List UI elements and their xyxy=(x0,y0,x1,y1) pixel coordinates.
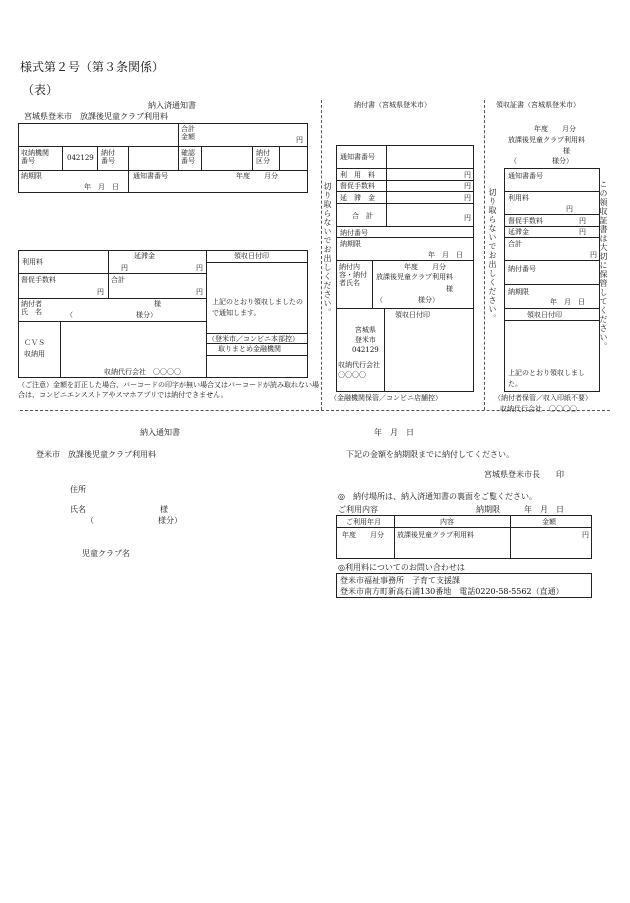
caution-text: （ご注意）金額を訂正した場合、バーコードの印字が無い場合又はバーコードが読み取れない場合は、コンビニエンスストアやスマホアプリでは納付できません。 xyxy=(18,381,319,399)
nofusho-footer: （金融機関保管／コンビニ店舗控） xyxy=(330,394,442,402)
nyunyu-issuer: 宮城県登米市 放課後児童クラブ利用料 xyxy=(24,112,168,121)
ryoushusho-entaikin-yen: 円 xyxy=(579,228,586,236)
nofusho-entaikin: 延 滞 金 xyxy=(340,194,375,202)
lower-shimei: 氏名 xyxy=(70,505,86,514)
ryoushusho-sama: 様 xyxy=(563,147,570,155)
ryoushusho-goukei-yen: 円 xyxy=(590,251,597,259)
usage-row-month: 年度 月分 xyxy=(342,531,384,539)
nyunyu-title: 納入済通知書 xyxy=(148,101,196,110)
nofusho-naiyou-label: 納付内 容・納付 者氏名 xyxy=(339,263,367,287)
ryoushusho-keep-note: この領収証書は大切に保管してください。 xyxy=(599,180,608,351)
ryoushusho-tsuchisho: 通知書番号 xyxy=(508,172,543,180)
cut-text-2: 切り取らないでお出しください。 xyxy=(488,188,497,323)
ryoushusho-nouki: 納期限 xyxy=(508,288,529,296)
usage-row-amount: 円 xyxy=(582,531,589,539)
goukei-lower-yen: 円 xyxy=(196,288,203,296)
ryoushusho-tokusoku-yen: 円 xyxy=(579,217,586,225)
contact-line1: 登米市福祉事務所 子育て支援課 xyxy=(340,576,460,585)
nendo-tsuki: 年度 月分 xyxy=(236,172,278,180)
lower-title: 納入通知書 xyxy=(140,428,180,437)
ryoushusho-entaikin: 延滞金 xyxy=(508,228,529,236)
lower-sama-bun: （ 様分） xyxy=(86,516,182,525)
nofusho-nofu-bangou: 納付番号 xyxy=(340,229,368,237)
nofu-kubun-label: 納付 区分 xyxy=(256,149,270,165)
entaikin-yen: 円 xyxy=(196,264,203,272)
lower-sama: 様 xyxy=(160,505,168,514)
nofusho-goukei-yen: 円 xyxy=(464,214,471,222)
ryoushusho-riyouryou: 利用料 xyxy=(508,194,529,202)
nouki-label: 納期限 xyxy=(21,172,42,180)
ryoushusho-riyouryou-yen: 円 xyxy=(566,205,573,213)
lower-jidou: 児童クラブ名 xyxy=(82,549,130,558)
riyouryou-label: 利用料 xyxy=(22,258,43,266)
ryoushusho-ryoushu-hizuke: 領収日付印 xyxy=(527,311,562,319)
lower-shichou: 宮城県登米市長 印 xyxy=(484,470,564,479)
nyunyu-daikou: 収納代行会社 〇〇〇〇 xyxy=(104,368,181,376)
lower-tomeshi: 登米市 放課後児童クラブ利用料 xyxy=(36,450,156,459)
torimatome: 取りまとめ金融機関 xyxy=(218,345,281,353)
lower-nouki: 納期限 年 月 日 xyxy=(476,505,564,514)
contact-line2: 登米市南方町新高石浦130番地 電話0220-58-5562（直通） xyxy=(340,587,564,596)
ryoushusho-tokusoku: 督促手数料 xyxy=(508,217,543,225)
form-title: 様式第２号（第３条関係） xyxy=(20,60,165,74)
nofusho-nendo: 年度 月分 xyxy=(404,263,446,271)
ryoushusho-nendo: 年度 月分 xyxy=(534,125,576,133)
ryoushusho-daikou: 収納代行会社 〇〇〇〇 xyxy=(500,405,577,413)
lower-date: 年 月 日 xyxy=(374,428,414,437)
nofusho-title: 納付書（宮城県登米市） xyxy=(354,101,431,109)
nofusho-goukei: 合 計 xyxy=(352,212,373,220)
ryoushusho-goukei: 合計 xyxy=(508,240,522,248)
tomeshi-cvs: （登米市／コンビニ本部控） xyxy=(208,335,299,343)
nofusho-miyagi: 宮城県 登米市 042129 xyxy=(352,326,379,354)
kikan-no: 042129 xyxy=(67,154,94,162)
usage-header-content: 内容 xyxy=(440,518,454,526)
ryoushu-hizuke: 領収日付印 xyxy=(234,252,269,260)
lower-goriyou: ご利用内容 xyxy=(338,505,378,514)
goukei-kingaku-label: 合計 金額 xyxy=(181,125,195,141)
ryoushusho-nofu-bangou: 納付番号 xyxy=(508,265,536,273)
usage-row-content: 放課後児童クラブ利用料 xyxy=(397,531,474,539)
nofusho-tsuchisho-label: 通知書番号 xyxy=(340,153,375,161)
goukei-yen: 円 xyxy=(296,136,303,144)
nofusho-nouki: 納期限 xyxy=(340,240,361,248)
tokusoku-label: 督促手数料 xyxy=(21,276,56,284)
nofusho-riyouryou: 利 用 料 xyxy=(340,171,375,179)
cvs-label: ＣＶＳ 収納用 xyxy=(24,339,45,358)
usage-header-month: ご利用年月 xyxy=(346,518,381,526)
entaikin-label: 延滞金 xyxy=(134,252,155,260)
nofu-bangou-label: 納付 番号 xyxy=(101,149,115,165)
nouki-date: 年 月 日 xyxy=(84,183,119,191)
nofusho-sama-bun: （ 様分） xyxy=(376,296,439,304)
nofusho-tokusoku: 督促手数料 xyxy=(340,182,375,190)
tokusoku-yen: 円 xyxy=(97,288,104,296)
ryoushusho-nouki-date: 年 月 日 xyxy=(550,298,585,306)
nofusha-sama: 様 xyxy=(154,300,161,308)
ryoushusho-houkago: 放課後児童クラブ利用料 xyxy=(508,136,585,144)
usage-header-amount: 金額 xyxy=(542,518,556,526)
cut-text-1: 切り取らないでお出しください。 xyxy=(323,182,332,317)
ryoushusho-title: 領収証書（宮城県登米市） xyxy=(496,101,580,109)
lower-inquiry: ◎利用料についてのお問い合わせは xyxy=(338,563,465,572)
nofusho-riyouryou-yen: 円 xyxy=(464,171,471,179)
shunou-kikan-label: 収納機関 番号 xyxy=(21,149,49,165)
nofusho-sama: 様 xyxy=(446,285,453,293)
nofusho-entaikin-yen: 円 xyxy=(464,194,471,202)
goukei-label: 合計 xyxy=(111,276,125,284)
nofusho-tokusoku-yen: 円 xyxy=(464,182,471,190)
side-label: （表） xyxy=(22,83,59,97)
nofusho-daikou: 収納代行会社 〇〇〇〇 xyxy=(338,361,380,379)
ryoushusho-ryoushu-shimashita: 上記のとおり領収しました。 xyxy=(508,369,585,388)
lower-jusho: 住所 xyxy=(70,485,86,494)
ryoushusho-sama-bun: （ 様分） xyxy=(510,157,573,165)
nofusha-label: 納付者 氏 名 xyxy=(21,300,42,316)
riyouryou-yen: 円 xyxy=(121,264,128,272)
nofusha-sama-bun: （ 様分） xyxy=(66,311,157,319)
kakunin-bangou-label: 確認 番号 xyxy=(181,149,195,165)
lower-kigen-msg: 下記の金額を納期限までに納付してください。 xyxy=(346,450,514,459)
nofusho-houkago: 放課後児童クラブ利用料 xyxy=(376,273,453,281)
nofusho-ryoushu-hizuke: 領収日付印 xyxy=(395,311,430,319)
tsuchisho-bangou-label: 通知書番号 xyxy=(133,172,168,180)
nofusho-nouki-date: 年 月 日 xyxy=(428,251,463,259)
lower-basho: ◎ 納付場所は、納入済通知書の裏面をご覧ください。 xyxy=(338,492,537,501)
ryoushu-notice: 上記のとおり領収しましたので通知します。 xyxy=(212,298,303,317)
ryoushusho-footer: （納付者保管／収入印紙不要） xyxy=(494,394,592,402)
